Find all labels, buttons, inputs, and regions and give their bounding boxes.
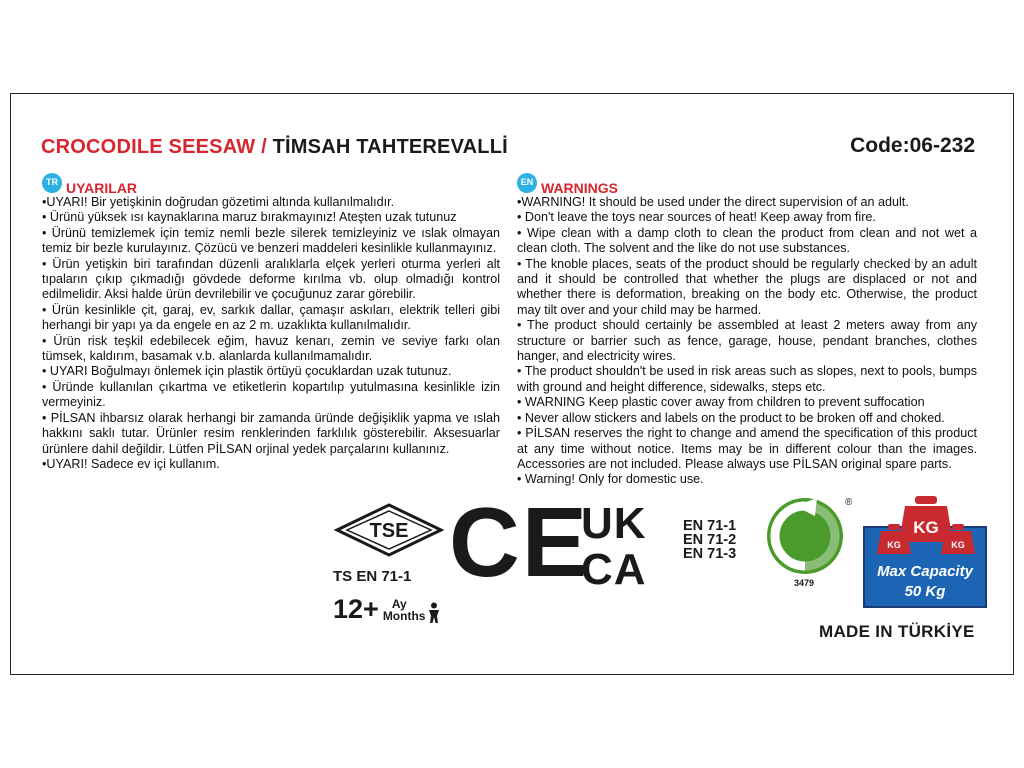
list-item: • UYARI Boğulmayı önlemek için plastik örtüyü çocuklardan uzak tutunuz. — [42, 364, 452, 379]
en-standard-item: EN 71-2 — [683, 532, 737, 548]
ce-mark-icon — [449, 487, 590, 597]
turkish-warnings-header — [42, 176, 500, 195]
list-item: • Üründe kullanılan çıkartma ve etiketlerin kopartılıp yutulmasına kesinlikle izin vermeyiniz. — [42, 379, 500, 410]
en-language-badge: EN — [517, 173, 537, 193]
product-code: Code:06-232 — [850, 134, 975, 157]
product-title — [41, 136, 508, 159]
list-item: • PİLSAN reserves the right to change and amend the specification of this product at any time without notice. Items may be in different colour than the images. Accessories are not included. Please always use PİLSAN original spare parts. — [517, 426, 977, 471]
english-warnings — [517, 176, 977, 488]
ce-mark-text: CE — [449, 487, 590, 597]
product-label — [10, 93, 1014, 675]
max-capacity-box — [863, 518, 987, 608]
english-warnings-list — [517, 195, 977, 488]
age-value: 12+ — [333, 594, 379, 624]
list-item: • Ürünü yüksek ısı kaynaklarına maruz bırakmayınız! Ateşten uzak tutunuz — [42, 210, 457, 225]
en-standard-item: EN 71-1 — [683, 518, 737, 534]
ukca-line-2: CA — [581, 545, 647, 594]
list-item: • The product shouldn't be used in risk areas such as slopes, next to pools, bumps with ground and height difference, sidewalks, steps etc. — [517, 364, 977, 394]
turkish-warnings-title: UYARILAR — [66, 180, 138, 196]
turkish-warnings-list — [42, 195, 500, 472]
age-marking — [333, 594, 441, 625]
list-item: •WARNING! It should be used under the direct supervision of an adult. — [517, 195, 909, 209]
child-figure-icon — [427, 602, 441, 624]
tse-logo-icon — [333, 502, 445, 558]
list-item: • The product should certainly be assembled at least 2 meters away from any structure or barrier such as fence, garage, house, pendant branches, clothes hanger, and electricity wires. — [517, 318, 977, 364]
list-item: • Ürünü temizlemek için temiz nemli bezle silerek temizleyiniz ve ıslak olmayan temiz bir bezle kurulayınız. Çözücü ve benzeri maddeleri kesinlikle kullanmayınız. — [42, 225, 500, 256]
green-point-recycling-icon — [765, 496, 851, 580]
tse-standard: TS EN 71-1 — [333, 568, 412, 585]
ukca-mark-icon — [581, 498, 677, 594]
turkish-warnings — [42, 176, 500, 472]
english-warnings-header — [517, 176, 977, 195]
list-item: • Don't leave the toys near sources of heat! Keep away from fire. — [517, 210, 876, 225]
weight-label-left: KG — [887, 540, 901, 550]
made-in-label: MADE IN TÜRKİYE — [819, 622, 975, 641]
age-unit-tr: Ay — [391, 596, 407, 611]
list-item: •UYARI! Bir yetişkinin doğrudan gözetimi altında kullanılmalıdır. — [42, 195, 395, 209]
list-item: • Ürün yetişkin biri tarafından düzenli aralıklarla elçek yerleri oturma yerleri alt tıpaların çıkıp çıkmadığı gövdede deforme kırılma vb. olup olmadığı kontrol edilmelidir. Aksi halde ürün devrilebilir ve çocuğunuz zarar görebilir. — [42, 256, 500, 302]
age-unit-en: Months — [382, 608, 426, 623]
weight-label-right: KG — [951, 540, 965, 550]
list-item: • The knoble places, seats of the product should be regularly checked by an adult and it should be controlled that whether the plugs are displaced or not and whether there is deformation, breaking on the body etc. Otherwise, the product may tilt over and your child may be harmed. — [517, 256, 977, 317]
list-item: • Ürün kesinlikle çit, garaj, ev, sarkık dallar, çamaşır askıları, elektrik telleri gibi herhangi bir yapı ya da engele en az 2 m. uzaklıkta kullanılmalıdır. — [42, 302, 500, 333]
list-item: • Never allow stickers and labels on the product to be broken off and choked. — [517, 410, 945, 425]
weights-icon — [865, 488, 989, 560]
max-capacity-label: Max Capacity — [877, 563, 973, 580]
registered-mark: ® — [845, 497, 853, 508]
weight-label-main: KG — [913, 518, 939, 537]
age-unit — [383, 598, 426, 622]
list-item: • Warning! Only for domestic use. — [517, 472, 704, 487]
title-turkish: TİMSAH TAHTEREVALLİ — [272, 136, 508, 158]
list-item: • PİLSAN ihbarsız olarak herhangi bir zamanda üründe değişiklik yapma ve ıslah hakkını saklı tutar. Ürünler resim renklerinden farklılık gösterebilir. Aksesuarlar ürünlere dahil değildir. Lütfen PİLSAN orjinal yedek parçalarını kullanınız. — [42, 410, 500, 456]
list-item: • WARNING Keep plastic cover away from children to prevent suffocation — [517, 395, 925, 410]
list-item: • Wipe clean with a damp cloth to clean the product from clean and not wet a clean cloth. The solvent and the like do not use substances. — [517, 225, 977, 256]
max-capacity-value: 50 Kg — [904, 583, 946, 600]
title-separator: / — [255, 136, 273, 158]
title-english: CROCODILE SEESAW — [41, 136, 256, 158]
list-item: •UYARI! Sadece ev içi kullanım. — [42, 456, 220, 471]
list-item: • Ürün risk teşkil edebilecek eğim, havuz kenarı, zemin ve seviye farkı olan tümsek, kaldırım, basamak v.b. alanlarda kullanılmamalıdır. — [42, 333, 500, 364]
green-point-number: 3479 — [794, 578, 815, 588]
ukca-line-1: UK — [581, 499, 647, 548]
english-warnings-title: WARNINGS — [541, 180, 618, 196]
tse-logo-text: TSE — [369, 520, 409, 542]
tr-language-badge: TR — [42, 173, 62, 193]
en-standard-item: EN 71-3 — [683, 546, 737, 562]
en-standards-list — [683, 519, 736, 561]
